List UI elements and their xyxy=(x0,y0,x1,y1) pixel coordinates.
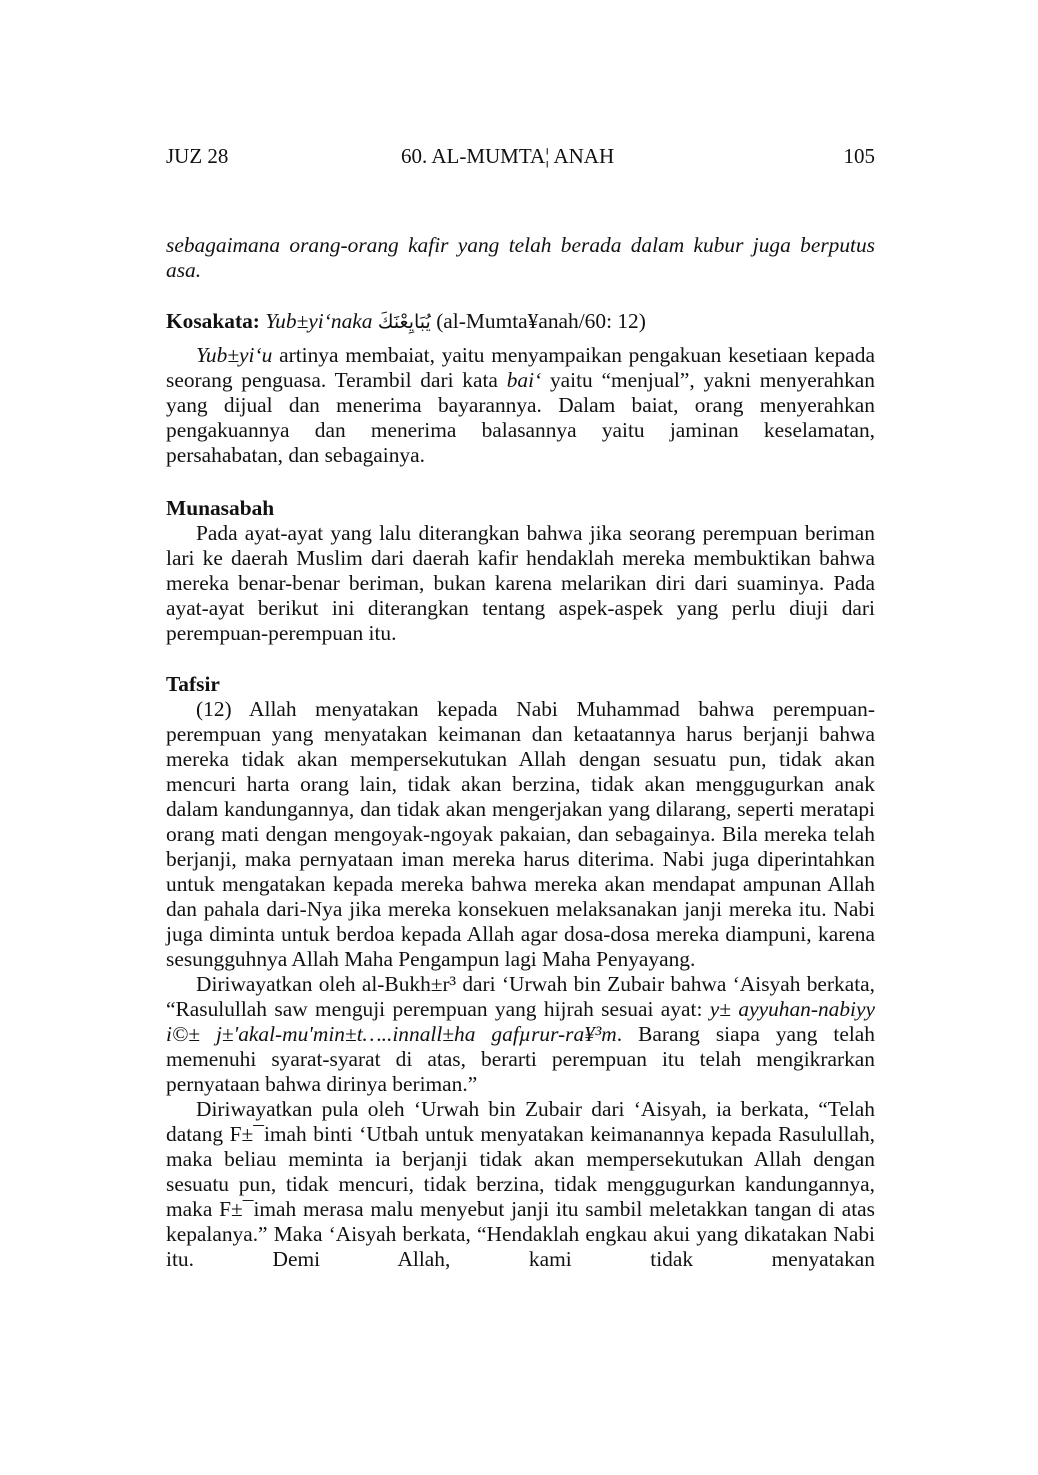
kosakata-p1-b: yaitu “menjual”, yakni menyerahkan yang dijual dan menerima bayarannya. Dalam baiat, orang menyerahkan pengakuannya dan menerima balasannya yaitu jaminan keselamatan, persahabatan, dan sebagainya. xyxy=(166,368,875,467)
tafsir-p2-a: Diriwayatkan oleh al-Bukh±r³ dari ‘Urwah bin Zubair bahwa ‘Aisyah berkata, “Rasulullah saw menguji perempuan yang hijrah sesuai ayat: xyxy=(166,972,875,1021)
tafsir-paragraph-1: (12) Allah menyatakan kepada Nabi Muhammad bahwa perempuan-perempuan yang menyatakan keimanan dan ketaatannya harus berjanji bahwa mereka tidak akan mempersekutukan Allah dengan sesuatu pun, tidak akan mencuri harta orang lain, tidak akan berzina, tidak akan menggugurkan anak dalam kandungannya, dan tidak akan mengerjakan yang dilarang, seperti meratapi orang mati dengan mengoyak-ngoyak pakaian, dan sebagainya. Bila mereka telah berjanji, maka pernyataan iman mereka harus diterima. Nabi juga diperintahkan untuk mengatakan kepada mereka bahwa mereka akan mendapat ampunan Allah dan pahala dari-Nya jika mereka konsekuen melaksanakan janji mereka itu. Nabi juga diminta untuk berdoa kepada Allah agar dosa-dosa mereka diampuni, karena sesungguhnya Allah Maha Pengampun lagi Maha Penyayang. xyxy=(166,697,875,971)
tafsir-p2-b: . Barang siapa yang telah memenuhi syarat-syarat di atas, berarti perempuan itu telah mengikrarkan pernyataan bahwa dirinya beriman.” xyxy=(166,1022,875,1096)
kosakata-heading xyxy=(166,309,875,335)
kosakata-arabic: يُبَايِعْنَكَ xyxy=(377,311,431,333)
tafsir-p2-verse: y± ayyuhan-nabiyy i©± j±'akal-mu'min±t…..innall±ha gafµrur-ra¥³m xyxy=(166,997,875,1046)
tafsir-heading: Tafsir xyxy=(166,672,220,696)
kosakata-p1-bai: bai‘ xyxy=(506,368,542,392)
kosakata-label: Kosakata: xyxy=(166,309,260,333)
running-header xyxy=(166,144,875,172)
kosakata-p1-term: Yub±yi‘u xyxy=(196,343,273,367)
kosakata-term: Yub±yi‘naka xyxy=(265,309,373,333)
munasabah-heading: Munasabah xyxy=(166,496,275,520)
surah-title: 60. AL-MUMTA¦ ANAH xyxy=(401,144,615,168)
kosakata-p1-a: artinya membaiat, yaitu menyampaikan pengakuan kesetiaan kepada seorang penguasa. Terambil dari kata xyxy=(166,343,875,392)
page-body xyxy=(166,233,875,1272)
juz-label: JUZ 28 xyxy=(166,144,229,168)
kosakata-ref: (al-Mumta¥anah/60: 12) xyxy=(436,309,646,333)
intro-text: sebagaimana orang-orang kafir yang telah berada dalam kubur juga berputus asa. xyxy=(166,233,875,282)
intro-paragraph xyxy=(166,233,875,283)
kosakata-paragraph xyxy=(166,343,875,468)
page-number: 105 xyxy=(843,144,875,168)
tafsir-paragraph-2 xyxy=(166,972,875,1097)
tafsir-paragraph-3: Diriwayatkan pula oleh ‘Urwah bin Zubair dari ‘Aisyah, ia berkata, “Telah datang F±¯imah binti ‘Utbah untuk menyatakan keimanannya kepada Rasulullah, maka beliau meminta ia berjanji tidak akan mempersekutukan Allah dengan sesuatu pun, tidak mencuri, tidak berzina, tidak menggugurkan kandungannya, maka F±¯imah merasa malu menyebut janji itu sambil meletakkan tangan di atas kepalanya.” Maka ‘Aisyah berkata, “Hendaklah engkau akui yang dikatakan Nabi itu. Demi Allah, kami tidak menyatakan xyxy=(166,1097,875,1271)
munasabah-paragraph: Pada ayat-ayat yang lalu diterangkan bahwa jika seorang perempuan beriman lari ke daerah Muslim dari daerah kafir hendaklah mereka membuktikan bahwa mereka benar-benar beriman, bukan karena melarikan diri dari suaminya. Pada ayat-ayat berikut ini diterangkan tentang aspek-aspek yang perlu diuji dari perempuan-perempuan itu. xyxy=(166,521,875,645)
